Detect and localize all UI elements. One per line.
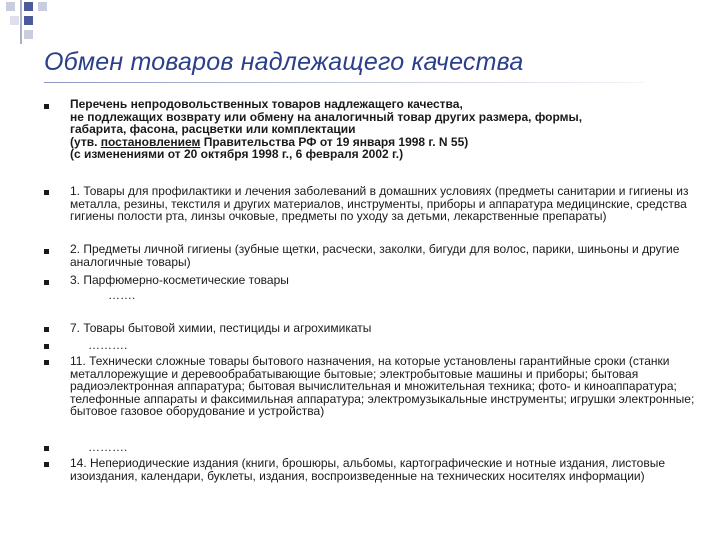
corner-decoration xyxy=(0,0,80,46)
list-item-11: 11. Технически сложные товары бытового назначения, на которые установлены гарантийные сроки (станки металлорежущие и деревообрабатывающие бытовые; электробытовые машины и приборы; бытовая радиоэлектронная аппаратура; бытовая вычислительная и множительная техника; фото- и киноаппаратура; телефонные аппараты и факсимильная аппаратура; электромузыкальные инструменты; игрушки электронные; бытовое газовое оборудование и устройства) xyxy=(70,354,695,418)
intro-line: габарита, фасона, расцветки или комплектации xyxy=(70,122,356,136)
page-title: Обмен товаров надлежащего качества xyxy=(44,48,524,76)
list-ellipsis: ……. xyxy=(108,288,136,302)
list-item-14: 14. Непериодические издания (книги, брошюры, альбомы, картографические и нотные издания, листовые изоиздания, календари, буклеты, издания, воспроизведенные на технических носителях информации) xyxy=(70,456,666,483)
decree-link[interactable]: постановлением xyxy=(100,134,201,149)
bullet-icon xyxy=(44,462,49,467)
bullet-icon xyxy=(44,360,49,365)
intro-line: Перечень непродовольственных товаров надлежащего качества, xyxy=(70,97,463,111)
list-ellipsis: ………. xyxy=(88,440,128,454)
list-item-1: 1. Товары для профилактики и лечения заболеваний в домашних условиях (предметы санитарии и гигиены из металла, резины, текстиля и других материалов, инструменты, приборы и аппаратура медицинские, средства гигиены полости рта, линзы очковые, предметы по уходу за детьми, лекарственные препараты) xyxy=(70,184,689,223)
list-ellipsis: ………. xyxy=(88,338,128,352)
intro-decree-pre: (утв. xyxy=(70,134,101,149)
bullet-icon xyxy=(44,327,49,332)
list-item-7: 7. Товары бытовой химии, пестициды и агрохимикаты xyxy=(70,321,372,335)
bullet-icon xyxy=(44,104,49,109)
list-item-3: 3. Парфюмерно-косметические товары xyxy=(70,273,289,287)
bullet-icon xyxy=(44,249,49,254)
deco-square xyxy=(10,16,19,25)
deco-square xyxy=(38,2,47,11)
intro-block xyxy=(70,98,710,161)
deco-line xyxy=(20,0,22,44)
bullet-icon xyxy=(44,344,49,349)
deco-square xyxy=(24,30,33,39)
bullet-icon xyxy=(44,446,49,451)
intro-line: не подлежащих возврату или обмену на аналогичный товар других размера, формы, xyxy=(70,109,583,124)
bullet-icon xyxy=(44,280,49,285)
bullet-icon xyxy=(44,190,49,195)
intro-decree-post: Правительства РФ от 19 января 1998 г. N 55) xyxy=(200,134,469,149)
deco-square xyxy=(6,2,15,11)
title-underline xyxy=(44,82,644,83)
intro-line: (с изменениями от 20 октября 1998 г., 6 февраля 2002 г.) xyxy=(70,147,404,161)
deco-square xyxy=(24,2,33,11)
deco-square xyxy=(24,16,33,25)
list-item-2: 2. Предметы личной гигиены (зубные щетки, расчески, заколки, бигуди для волос, парики, шиньоны и другие аналогичные товары) xyxy=(70,242,680,269)
